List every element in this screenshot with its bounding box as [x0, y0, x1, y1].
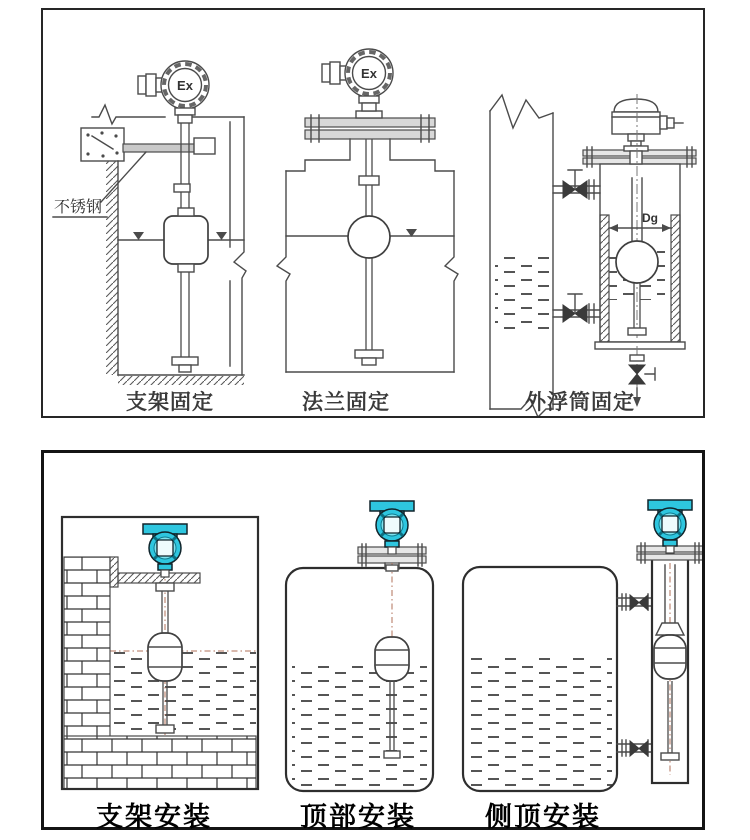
float — [148, 633, 182, 681]
junction-box — [612, 112, 660, 134]
material-note: 不锈钢 — [54, 199, 103, 216]
diameter-dimension: Dg — [642, 211, 658, 225]
float-ball — [348, 216, 390, 258]
transmitter-head — [322, 49, 393, 111]
fixing-methods-panel — [41, 8, 705, 418]
tube-clamp — [194, 138, 215, 154]
figure-label-side-top-installation: 侧顶安装 — [485, 802, 601, 832]
figure-label-flange-fixing: 法兰固定 — [302, 391, 390, 414]
float — [654, 635, 686, 679]
figure-side-top-installation — [463, 500, 702, 791]
float — [375, 637, 409, 681]
installation-methods-drawing — [44, 453, 702, 827]
end-stop — [355, 350, 383, 358]
figure-bracket-fixing — [53, 61, 246, 385]
fixing-methods-drawing — [43, 10, 703, 416]
figure-flange-fixing — [277, 49, 458, 372]
brick-floor — [64, 736, 256, 789]
end-stop — [156, 725, 174, 733]
ex-marking: Ex — [361, 66, 377, 81]
level-symbol — [133, 232, 144, 240]
bracket-shelf — [118, 573, 200, 583]
installation-methods-panel — [41, 450, 705, 830]
bracket-vertical — [110, 557, 118, 587]
figure-label-bracket-installation: 支架安装 — [96, 802, 212, 832]
flange-plate — [305, 118, 435, 127]
figure-top-installation — [286, 501, 433, 791]
smart-transmitter-head — [370, 501, 414, 554]
smart-transmitter-head — [648, 500, 692, 553]
junction-box-lid — [614, 99, 658, 112]
ex-marking: Ex — [177, 78, 193, 93]
end-stop — [661, 753, 679, 760]
end-stop — [172, 357, 198, 365]
float-ball — [616, 241, 658, 283]
upper-connection-valve — [617, 594, 652, 610]
lower-isolation-valve — [553, 294, 600, 323]
upper-isolation-valve — [553, 170, 600, 199]
tank-liquid — [292, 663, 427, 787]
tank-liquid — [495, 253, 549, 335]
transmitter-head — [138, 61, 209, 123]
float — [164, 216, 208, 264]
end-stop — [628, 328, 646, 335]
tank-liquid — [468, 656, 612, 786]
figure-label-external-chamber-fixing: 外浮筒固定 — [525, 391, 635, 414]
figure-external-chamber-fixing — [490, 94, 696, 416]
end-stop — [384, 751, 400, 758]
figure-label-bracket-fixing: 支架固定 — [126, 391, 214, 414]
figure-label-top-installation: 顶部安装 — [300, 802, 416, 832]
figure-bracket-installation — [62, 517, 258, 789]
lower-connection-valve — [617, 740, 652, 756]
pool-liquid — [110, 649, 256, 736]
